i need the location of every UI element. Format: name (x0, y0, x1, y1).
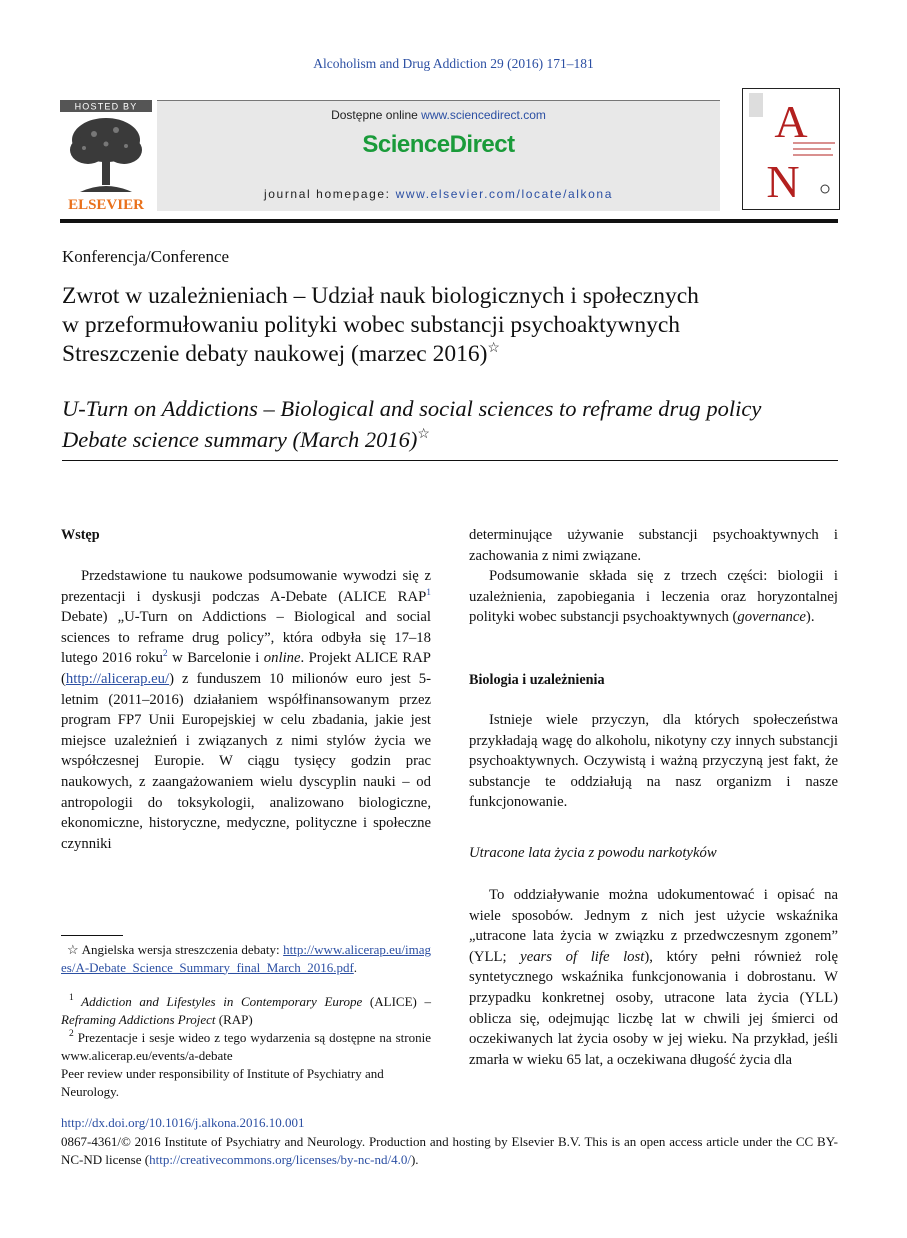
biology-paragraph (469, 710, 838, 813)
footnote-1-mark: 1 (69, 993, 74, 1003)
copyright-end: ). (410, 1152, 419, 1167)
footnote-1-end: (RAP) (215, 1011, 253, 1027)
star-footnote-mark-en[interactable]: ☆ (417, 427, 430, 442)
footnote-2-mark: 2 (69, 1029, 74, 1039)
footnote-2-ref[interactable]: 2 (162, 649, 168, 660)
doi-link[interactable]: http://dx.doi.org/10.1016/j.alkona.2016.10.001 (61, 1115, 305, 1130)
hosted-by-label: HOSTED BY (74, 101, 138, 112)
intro-online: online (263, 650, 301, 667)
article-title-english (62, 393, 842, 455)
copyright-notice (61, 1133, 838, 1169)
title-pl-line-2: w przeformułowaniu polityki wobec substancji psychoaktywnych (62, 312, 681, 338)
header-divider (60, 219, 838, 223)
yll-paragraph (469, 885, 838, 1070)
intro-text-1: Przedstawione tu naukowe podsumowanie wywodzi się z prezentacji i dyskusji podczas A-Debate (ALICE RAP (61, 568, 431, 605)
heading-introduction: Wstęp (61, 527, 100, 543)
journal-reference[interactable]: Alcoholism and Drug Addiction 29 (2016) 171–181 (313, 56, 594, 71)
journal-cover-icon (743, 89, 839, 209)
license-link[interactable]: http://creativecommons.org/licenses/by-nc-nd/4.0/ (149, 1152, 411, 1167)
heading-biology: Biologia i uzależnienia (469, 672, 605, 688)
title-en-line-2 (62, 424, 842, 455)
footnote-star-end: . (353, 959, 358, 975)
elsevier-wordmark: ELSEVIER (68, 197, 144, 212)
section-label: Konferencja/Conference (62, 247, 230, 266)
title-pl-line-3 (62, 340, 842, 369)
peer-review-note: Peer review under responsibility of Institute of Psychiatry and Neurology. (61, 1066, 384, 1099)
footnote-1-mid: (ALICE) – (362, 994, 431, 1009)
available-online-line (157, 108, 720, 122)
title-divider (62, 460, 838, 461)
sciencedirect-logo[interactable]: ScienceDirect (362, 131, 515, 158)
elsevier-tree-icon (60, 100, 152, 212)
biology-text: Istnieje wiele przyczyn, dla których społeczeństwa przykładają wagę do alkoholu, nikotyny czy innych substancji psychoaktywnych. Oczywistą i ważną przyczyną jest fakt, że substancje te oddziałują na nasz organizm i nasze funkcjonowanie. (469, 712, 838, 811)
footnote-1-italic-1: Addiction and Lifestyles in Contemporary Europe (73, 994, 363, 1009)
intro-text-3: w Barcelonie i (167, 650, 264, 667)
title-en-line-1: U-Turn on Addictions – Biological and social sciences to reframe drug policy (62, 396, 762, 421)
title-en-line-2-text: Debate science summary (March 2016) (62, 427, 418, 452)
footnote-star-text: Angielska wersja streszczenia debaty: (78, 942, 284, 957)
intro-continuation: determinujące używanie substancji psychoaktywnych i zachowania z nimi związane. (469, 527, 838, 564)
intro-paragraph (61, 566, 431, 854)
svg-text:N: N (766, 156, 800, 207)
footnote-1 (61, 993, 431, 1028)
summary-end: ). (805, 609, 815, 626)
copyright-text: 0867-4361/© 2016 Institute of Psychiatry and Neurology. Production and hosting by Elsevier B.V. This is an open access article under the CC BY-NC-ND license ( (61, 1134, 838, 1167)
intro-text-2: Debate) „U-Turn on Addictions – Biological and social sciences to reframe drug policy”, która odbyła się 17–18 lutego 2016 roku (61, 609, 431, 667)
journal-homepage-line (157, 187, 720, 201)
footnote-star-mark: ☆ (67, 942, 79, 957)
summary-paragraph (469, 566, 838, 628)
footnote-1-ref[interactable]: 1 (426, 587, 431, 598)
intro-text-5: ) z funduszem 10 milionów euro jest 5-letnim (2011–2016) działaniem współfinansowanym przez program FP7 Unii Europejskiej w celu zbadania, jakie jest miejsce uzależnień i związanych z nimi stylów życia we współczesnej Europie. W ciągu tysięcy godzin prac naukowych, z zaangażowaniem wielu dyscyplin nauki – od antropologii do toksykologii, analizowano biologiczne, ekonomiczne, historyczne, medyczne, polityczne i społeczne czynniki (61, 670, 431, 852)
yll-text-1: To oddziaływanie można udokumentować i opisać na wiele sposobów. Jednym z nich jest użycie wskaźnika „utracone lata życia w związku z przedwczesnym zgonem” (YLL; (469, 887, 838, 965)
journal-homepage-link[interactable]: www.elsevier.com/locate/alkona (395, 187, 613, 201)
available-label: Dostępne online (331, 108, 422, 122)
homepage-label: journal homepage: (264, 187, 396, 201)
summary-governance: governance (737, 609, 806, 626)
footnote-2 (61, 1029, 431, 1064)
svg-text:A: A (774, 96, 808, 147)
title-pl-line-1: Zwrot w uzależnieniach – Udział nauk biologicznych i społecznych (62, 283, 699, 309)
elsevier-logo[interactable] (60, 100, 152, 212)
yll-text-2: ), który pełni również rolę syntetycznego wskaźnika funkcjonowania i dobrostanu. W przypadku konkretnej osoby, utracone lata życia (YLL) oblicza się, odejmując liczbę lat w chwili jej śmierci od oczekiwanych lat życia osoby w jej wieku. Na przykład, jeśli zmarła w wieku 65 lat, a oczekiwana długość życia dla (469, 948, 838, 1068)
footnote-1-italic-2: Reframing Addictions Project (61, 1011, 216, 1027)
intro-text-4: . Projekt ALICE RAP ( (61, 650, 431, 687)
english-summary-link[interactable]: http://www.alicerap.eu/images/A-Debate_Science_Summary_final_March_2016.pdf (61, 942, 431, 975)
yll-italic: years of life lost (520, 948, 645, 965)
footnote-2-text: Prezentacje i sesje wideo z tego wydarzenia są dostępne na stronie www.alicerap.eu/events/a-debate (61, 1030, 431, 1063)
title-pl-line-3-text: Streszczenie debaty naukowej (marzec 2016) (62, 341, 488, 367)
star-footnote-mark[interactable]: ☆ (487, 341, 500, 356)
footnote-divider (61, 935, 123, 936)
article-title-polish (62, 282, 842, 369)
journal-banner (157, 100, 720, 211)
journal-cover[interactable] (742, 88, 840, 210)
sciencedirect-link[interactable]: www.sciencedirect.com (421, 108, 546, 122)
heading-years-of-life-lost: Utracone lata życia z powodu narkotyków (469, 845, 717, 861)
summary-text: Podsumowanie składa się z trzech części: biologii i uzależnienia, zapobiegania i leczenia oraz horyzontalnej polityki wobec substancji psychoaktywnych ( (469, 568, 838, 626)
alicerap-link[interactable]: http://alicerap.eu/ (65, 670, 170, 687)
footnote-star (61, 941, 431, 976)
